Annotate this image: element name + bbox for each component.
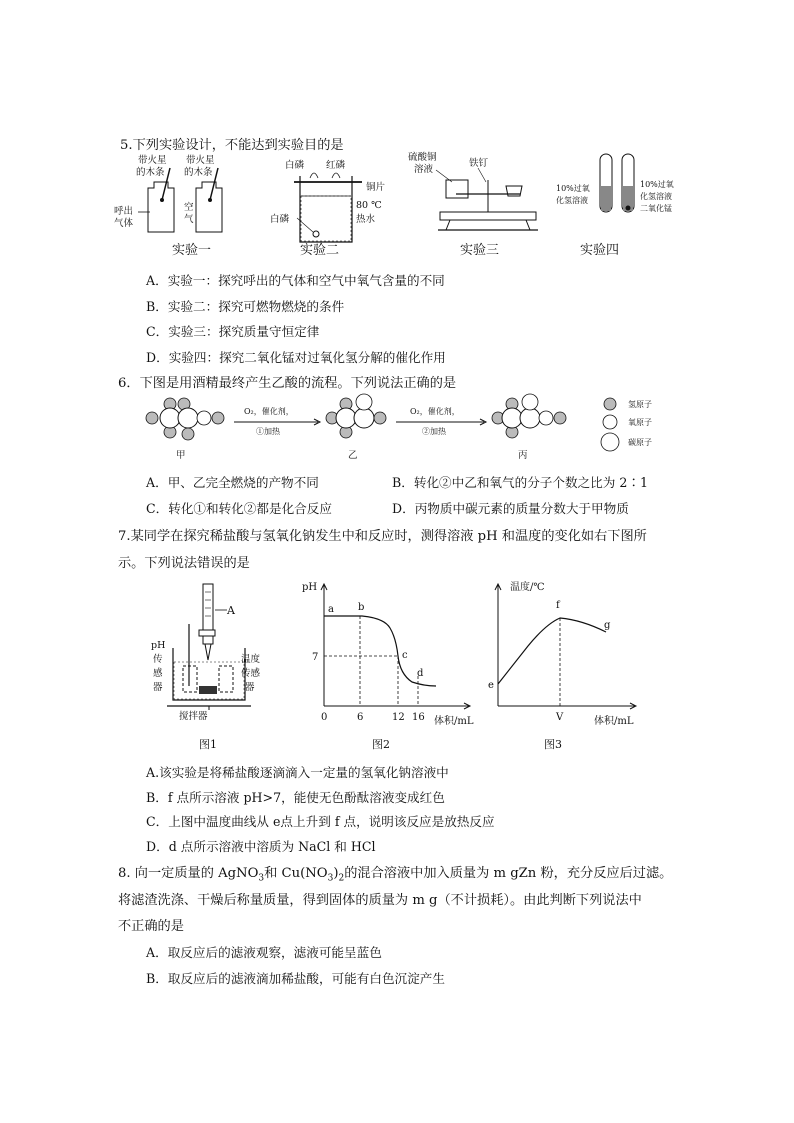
q5-stem: 5.下列实验设计，不能达到实验目的是 xyxy=(120,138,344,153)
svg-text:带火星: 带火星 xyxy=(138,155,167,166)
svg-text:的木条: 的木条 xyxy=(136,167,165,178)
svg-text:e: e xyxy=(488,680,494,691)
caption-exp4: 实验四 xyxy=(580,243,620,258)
q7-option-c[interactable]: C．上图中温度曲线从 e点上升到 f 点，说明该反应是放热反应 xyxy=(146,814,495,829)
svg-text:白磷: 白磷 xyxy=(285,160,305,171)
experiment-1-diagram xyxy=(114,154,222,232)
q5-option-b[interactable]: B．实验二：探究可燃物燃烧的条件 xyxy=(146,299,345,314)
svg-text:化氢溶液: 化氢溶液 xyxy=(640,192,672,201)
q7-option-b[interactable]: B．f 点所示溶液 pH>7，能使无色酚酞溶液变成红色 xyxy=(146,790,445,805)
svg-text:12: 12 xyxy=(392,712,405,723)
svg-text:传: 传 xyxy=(153,654,163,665)
svg-text:7: 7 xyxy=(312,652,319,663)
q8-stem-line3: 不正确的是 xyxy=(118,919,184,934)
svg-text:氧原子: 氧原子 xyxy=(628,418,652,427)
svg-text:a: a xyxy=(328,604,334,615)
svg-text:c: c xyxy=(402,650,408,661)
q7-figure-1 xyxy=(145,582,285,754)
svg-text:①加热: ①加热 xyxy=(256,427,280,436)
svg-text:的木条: 的木条 xyxy=(184,167,213,178)
q5-option-c[interactable]: C．实验三：探究质量守恒定律 xyxy=(146,324,320,339)
svg-text:6: 6 xyxy=(357,712,364,723)
svg-text:丙: 丙 xyxy=(518,450,528,461)
svg-text:f: f xyxy=(556,600,560,611)
svg-text:b: b xyxy=(358,602,365,613)
svg-text:器: 器 xyxy=(245,682,255,693)
svg-text:溶液: 溶液 xyxy=(414,164,434,175)
svg-text:铁钉: 铁钉 xyxy=(469,158,489,169)
svg-text:d: d xyxy=(417,668,424,679)
svg-text:碳原子: 碳原子 xyxy=(628,438,652,447)
svg-text:热水: 热水 xyxy=(356,214,376,225)
q5-option-d[interactable]: D．实验四：探究二氧化锰对过氧化氢分解的催化作用 xyxy=(146,350,446,365)
svg-text:80 ℃: 80 ℃ xyxy=(356,200,382,211)
q7-option-a[interactable]: A.该实验是将稀盐酸逐滴滴入一定量的氢氧化钠溶液中 xyxy=(146,765,449,780)
experiment-2-diagram xyxy=(270,159,386,242)
svg-text:O₂，催化剂，: O₂，催化剂， xyxy=(244,407,294,416)
svg-text:温度: 温度 xyxy=(241,654,261,665)
molecule-jia xyxy=(146,398,224,461)
svg-text:10%过氧: 10%过氧 xyxy=(640,180,674,189)
q6-figure xyxy=(140,392,680,464)
svg-text:A: A xyxy=(227,604,235,617)
svg-text:g: g xyxy=(604,620,611,631)
svg-text:器: 器 xyxy=(153,682,163,693)
q6-stem: 6．下图是用酒精最终产生乙酸的流程。下列说法正确的是 xyxy=(118,376,457,391)
svg-text:乙: 乙 xyxy=(348,450,358,461)
svg-text:红磷: 红磷 xyxy=(326,160,346,171)
svg-text:带火星: 带火星 xyxy=(186,155,215,166)
svg-text:气体: 气体 xyxy=(114,218,134,229)
svg-text:硫酸铜: 硫酸铜 xyxy=(408,152,437,163)
svg-text:感: 感 xyxy=(153,668,163,679)
svg-text:呼出: 呼出 xyxy=(114,206,134,217)
q7-figure-3-temperature-chart xyxy=(486,576,650,756)
svg-text:0: 0 xyxy=(321,712,328,723)
molecule-bing xyxy=(492,394,566,461)
svg-text:氢原子: 氢原子 xyxy=(628,400,652,409)
q7-figure-2-ph-chart xyxy=(300,576,480,756)
q8-option-b[interactable]: B．取反应后的滤液滴加稀盐酸，可能有白色沉淀产生 xyxy=(146,971,445,986)
experiment-4-diagram xyxy=(556,154,674,213)
svg-text:化氢溶液: 化氢溶液 xyxy=(556,196,588,205)
q8-stem-line1: 8. 向一定质量的 AgNO$_3$和 $Cu(NO_3)_2$的混合溶液中加入质量为 m gZn 粉，充分反应后过滤。 xyxy=(118,866,673,884)
svg-text:气: 气 xyxy=(184,214,194,225)
svg-text:10%过氧: 10%过氧 xyxy=(556,184,590,193)
experiment-3-diagram xyxy=(408,151,538,230)
molecule-yi xyxy=(326,394,386,461)
svg-text:体积/mL: 体积/mL xyxy=(594,716,634,727)
atom-legend xyxy=(601,398,652,451)
svg-text:铜片: 铜片 xyxy=(366,182,386,193)
q7-option-d[interactable]: D．d 点所示溶液中溶质为 NaCl 和 HCl xyxy=(146,839,376,854)
svg-text:图2: 图2 xyxy=(372,738,390,751)
svg-text:pH: pH xyxy=(151,640,166,651)
svg-text:二氧化锰: 二氧化锰 xyxy=(640,204,672,213)
q7-stem-line1: 7.某同学在探究稀盐酸与氢氧化钠发生中和反应时，测得溶液 pH 和温度的变化如右下图所 xyxy=(118,529,647,544)
q8-option-a[interactable]: A．取反应后的滤液观察，滤液可能呈蓝色 xyxy=(146,945,382,960)
q7-stem-line2: 示。下列说法错误的是 xyxy=(118,556,250,571)
q8-stem-line2: 将滤渣洗涤、干燥后称量质量，得到固体的质量为 m g（不计损耗）。由此判断下列说法中 xyxy=(118,893,642,908)
svg-text:搅拌器: 搅拌器 xyxy=(179,711,208,722)
q5-figure xyxy=(110,150,690,262)
svg-text:甲: 甲 xyxy=(176,450,186,461)
caption-exp3: 实验三 xyxy=(460,243,500,258)
q5-option-a[interactable]: A．实验一：探究呼出的气体和空气中氧气含量的不同 xyxy=(146,273,445,288)
svg-text:温度/℃: 温度/℃ xyxy=(510,582,545,593)
q6-option-d[interactable]: D．丙物质中碳元素的质量分数大于甲物质 xyxy=(392,501,629,516)
caption-exp2: 实验二 xyxy=(300,243,340,258)
svg-text:V: V xyxy=(556,712,564,723)
svg-text:空: 空 xyxy=(184,202,194,213)
caption-exp1: 实验一 xyxy=(172,243,212,258)
svg-text:白磷: 白磷 xyxy=(270,214,290,225)
svg-text:体积/mL: 体积/mL xyxy=(434,716,474,727)
svg-text:图3: 图3 xyxy=(544,738,562,751)
q6-option-a[interactable]: A．甲、乙完全燃烧的产物不同 xyxy=(146,475,319,490)
svg-text:②加热: ②加热 xyxy=(422,427,446,436)
svg-text:图1: 图1 xyxy=(199,738,217,751)
svg-text:O₂，催化剂，: O₂，催化剂， xyxy=(410,407,460,416)
q6-option-c[interactable]: C．转化①和转化②都是化合反应 xyxy=(146,501,332,516)
svg-text:16: 16 xyxy=(412,712,425,723)
svg-text:pH: pH xyxy=(302,582,318,593)
svg-text:传感: 传感 xyxy=(241,668,261,679)
q6-option-b[interactable]: B．转化②中乙和氧气的分子个数之比为 2∶1 xyxy=(392,475,648,490)
